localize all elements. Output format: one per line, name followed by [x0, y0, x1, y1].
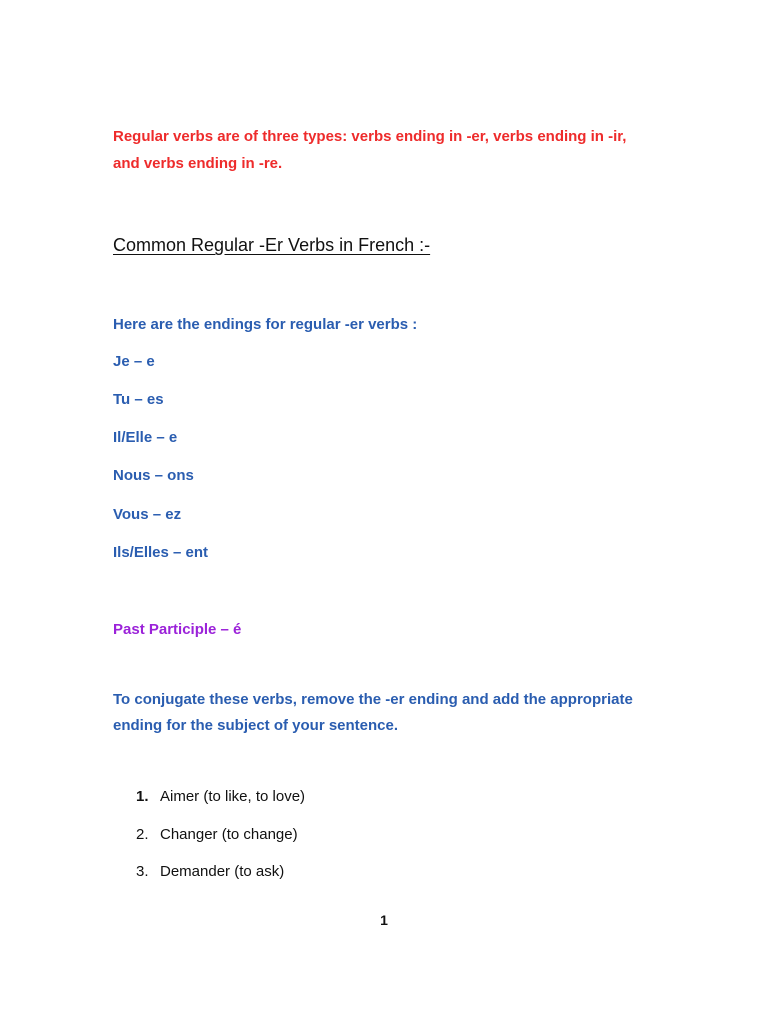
list-item: [136, 787, 305, 807]
list-item-text: Demander (to ask): [160, 863, 285, 880]
intro-line-2: and verbs ending in -re.: [113, 155, 283, 172]
list-item-text: Changer (to change): [160, 826, 298, 843]
ending-je: Je – e: [113, 353, 155, 370]
ending-nous: Nous – ons: [113, 467, 194, 484]
past-participle: Past Participle – é: [113, 621, 242, 638]
page-number: 1: [380, 912, 388, 928]
ending-ils-elles: Ils/Elles – ent: [113, 544, 209, 561]
ending-il-elle: Il/Elle – e: [113, 429, 178, 446]
intro-line-1: Regular verbs are of three types: verbs ending in -er, verbs ending in -ir,: [113, 128, 627, 145]
ending-tu: Tu – es: [113, 391, 164, 408]
list-item-number: 2.: [136, 826, 149, 843]
list-item-text: Aimer (to like, to love): [160, 788, 306, 805]
ending-vous: Vous – ez: [113, 506, 182, 523]
list-item: [136, 825, 298, 845]
conjugate-line-1: To conjugate these verbs, remove the -er ending and add the appropriate: [113, 691, 633, 708]
list-item-number: 3.: [136, 863, 149, 880]
endings-intro: Here are the endings for regular -er verbs :: [113, 316, 418, 333]
list-item-number: 1.: [136, 788, 149, 805]
section-heading: Common Regular -Er Verbs in French :-: [113, 235, 431, 255]
conjugate-line-2: ending for the subject of your sentence.: [113, 717, 399, 734]
list-item: [136, 862, 284, 882]
